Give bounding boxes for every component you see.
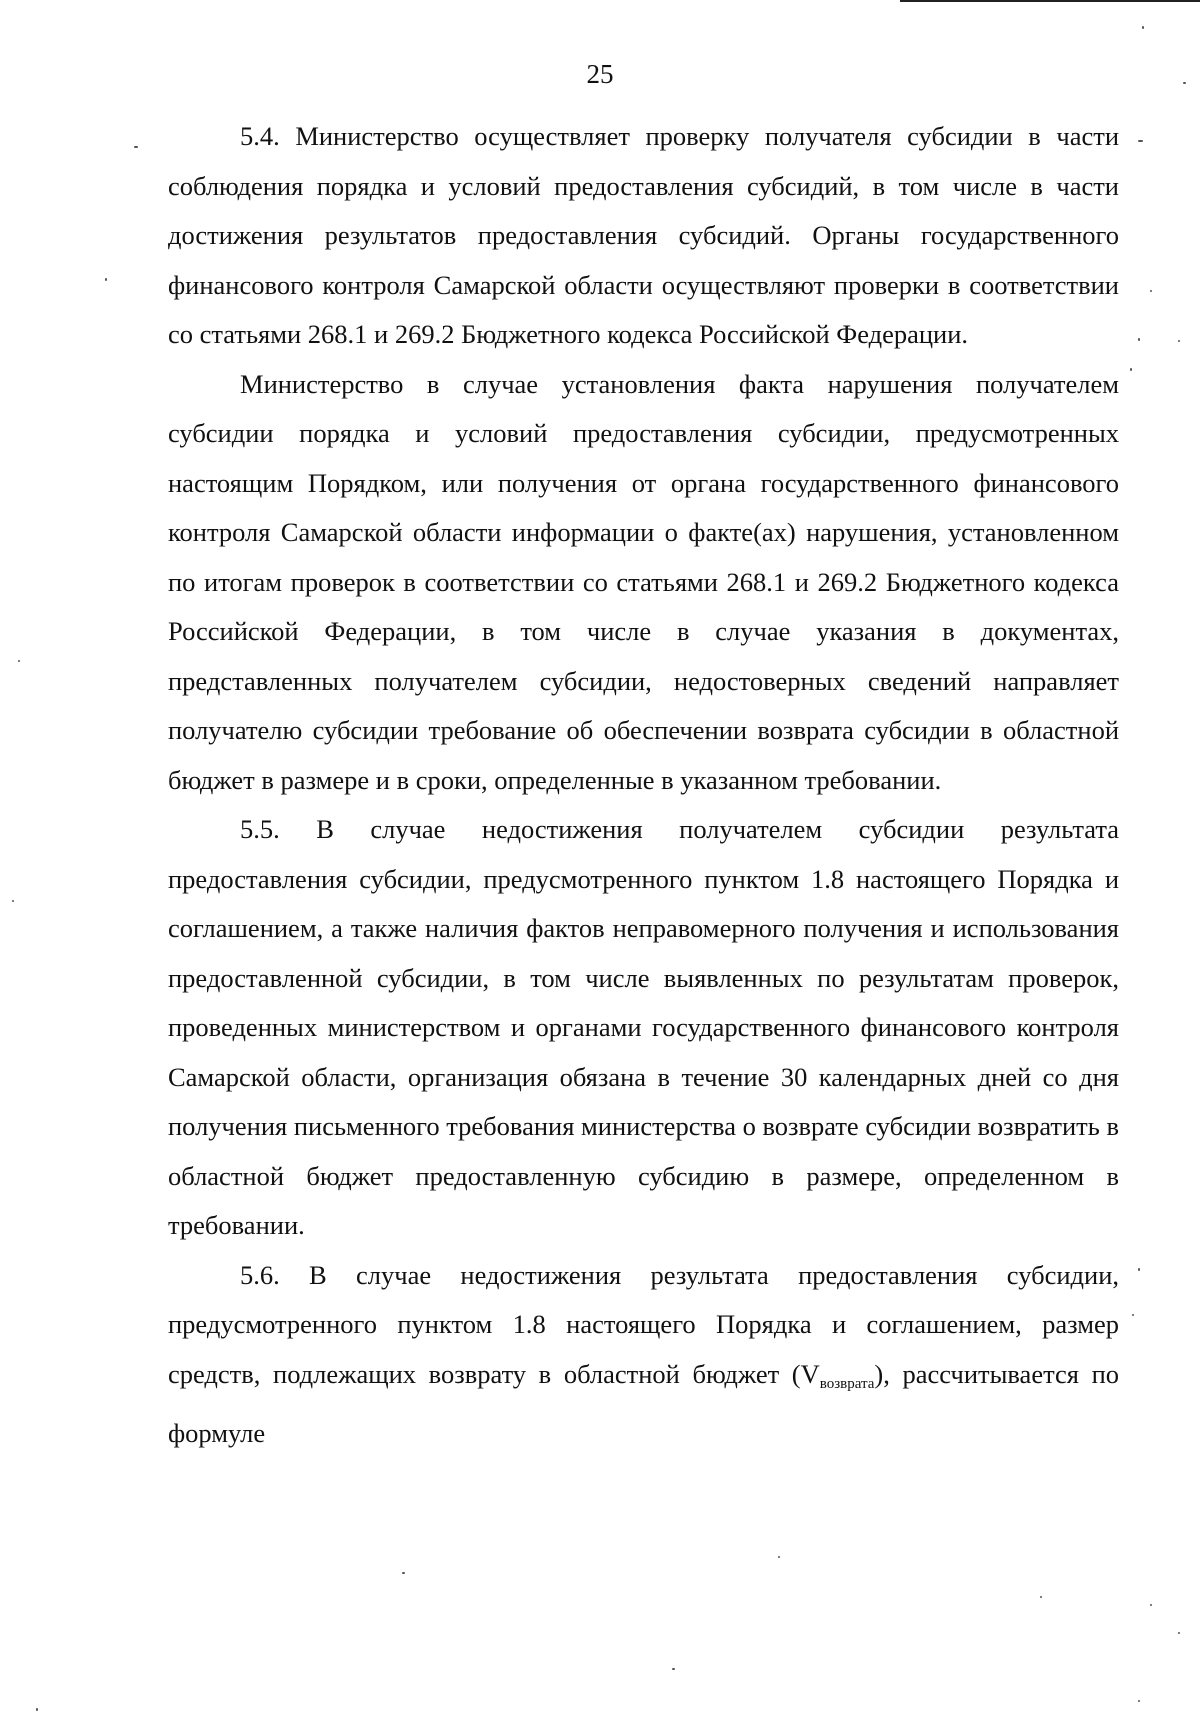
paragraph-5-5: 5.5. В случае недостижения получателем субсидии результата предоставления субсидии, предусмотренного пунктом 1.8 настоящего Порядка и соглашением, а также наличия фактов неправомерного получения и использования предоставленной субсидии, в том числе выявленных по результатам проверок, проведенных министерством и органами государственного финансового контроля Самарской области, организация обязана в течение 30 календарных дней со дня получения письменного требования министерства о возврате субсидии возвратить в областной бюджет предоставленную субсидию в размере, определенном в требовании. xyxy=(168,814,1119,1240)
scan-speck xyxy=(1138,140,1143,142)
scan-speck xyxy=(672,1668,675,1670)
paragraph-5-6-text-end: ), рассчитывается по формуле xyxy=(168,1358,1119,1448)
scan-speck xyxy=(1178,1632,1180,1634)
document-body xyxy=(168,112,1119,1459)
scan-speck xyxy=(402,1572,405,1574)
scan-speck xyxy=(1138,1700,1140,1702)
scan-speck xyxy=(36,1708,38,1711)
paragraph-5-4: 5.4. Министерство осуществляет проверку получателя субсидии в части соблюдения порядка и условий предоставления субсидий, в том числе в части достижения результатов предоставления субсидий. Органы государственного финансового контроля Самарской области осуществляют проверки в соответствии со статьями 268.1 и 269.2 Бюджетного кодекса Российской Федерации. xyxy=(168,121,1119,349)
paragraph-5-6-text-start: 5.6. В случае недостижения результата предоставления субсидии, предусмотренного пунктом 1.8 настоящего Порядка и соглашением, размер средств, подлежащих возврату в областной бюджет (V xyxy=(168,1259,1119,1389)
scan-speck xyxy=(1138,338,1140,341)
scan-speck xyxy=(18,660,20,662)
scan-speck xyxy=(1150,290,1152,292)
scan-speck xyxy=(105,278,107,281)
scan-speck xyxy=(1183,82,1186,84)
scan-speck xyxy=(1040,1596,1042,1598)
scan-speck xyxy=(1138,1268,1140,1271)
paragraph-5-6 xyxy=(168,1251,1119,1459)
scan-speck xyxy=(1132,1314,1134,1316)
scan-speck xyxy=(1178,340,1180,342)
paragraph-5-4-continued: Министерство в случае установления факта нарушения получателем субсидии порядка и условий предоставления субсидии, предусмотренных настоящим Порядком, или получения от органа государственного финансового контроля Самарской области информации о факте(ах) нарушения, установленном по итогам проверок в соответствии со статьями 268.1 и 269.2 Бюджетного кодекса Российской Федерации, в том числе в случае указания в документах, представленных получателем субсидии, недостоверных сведений направляет получателю субсидии требование об обеспечении возврата субсидии в областной бюджет в размере и в сроки, определенные в указанном требовании. xyxy=(168,368,1119,795)
scan-speck xyxy=(1142,26,1144,29)
scan-speck xyxy=(12,900,14,902)
scan-speck xyxy=(778,1556,780,1558)
scan-speck xyxy=(134,146,138,148)
scan-speck xyxy=(1130,368,1132,371)
page-number: 25 xyxy=(586,59,614,89)
top-rule xyxy=(900,0,1200,2)
v-subscript-vozvrata: возврата xyxy=(819,1375,875,1392)
scan-speck xyxy=(1150,1604,1152,1606)
